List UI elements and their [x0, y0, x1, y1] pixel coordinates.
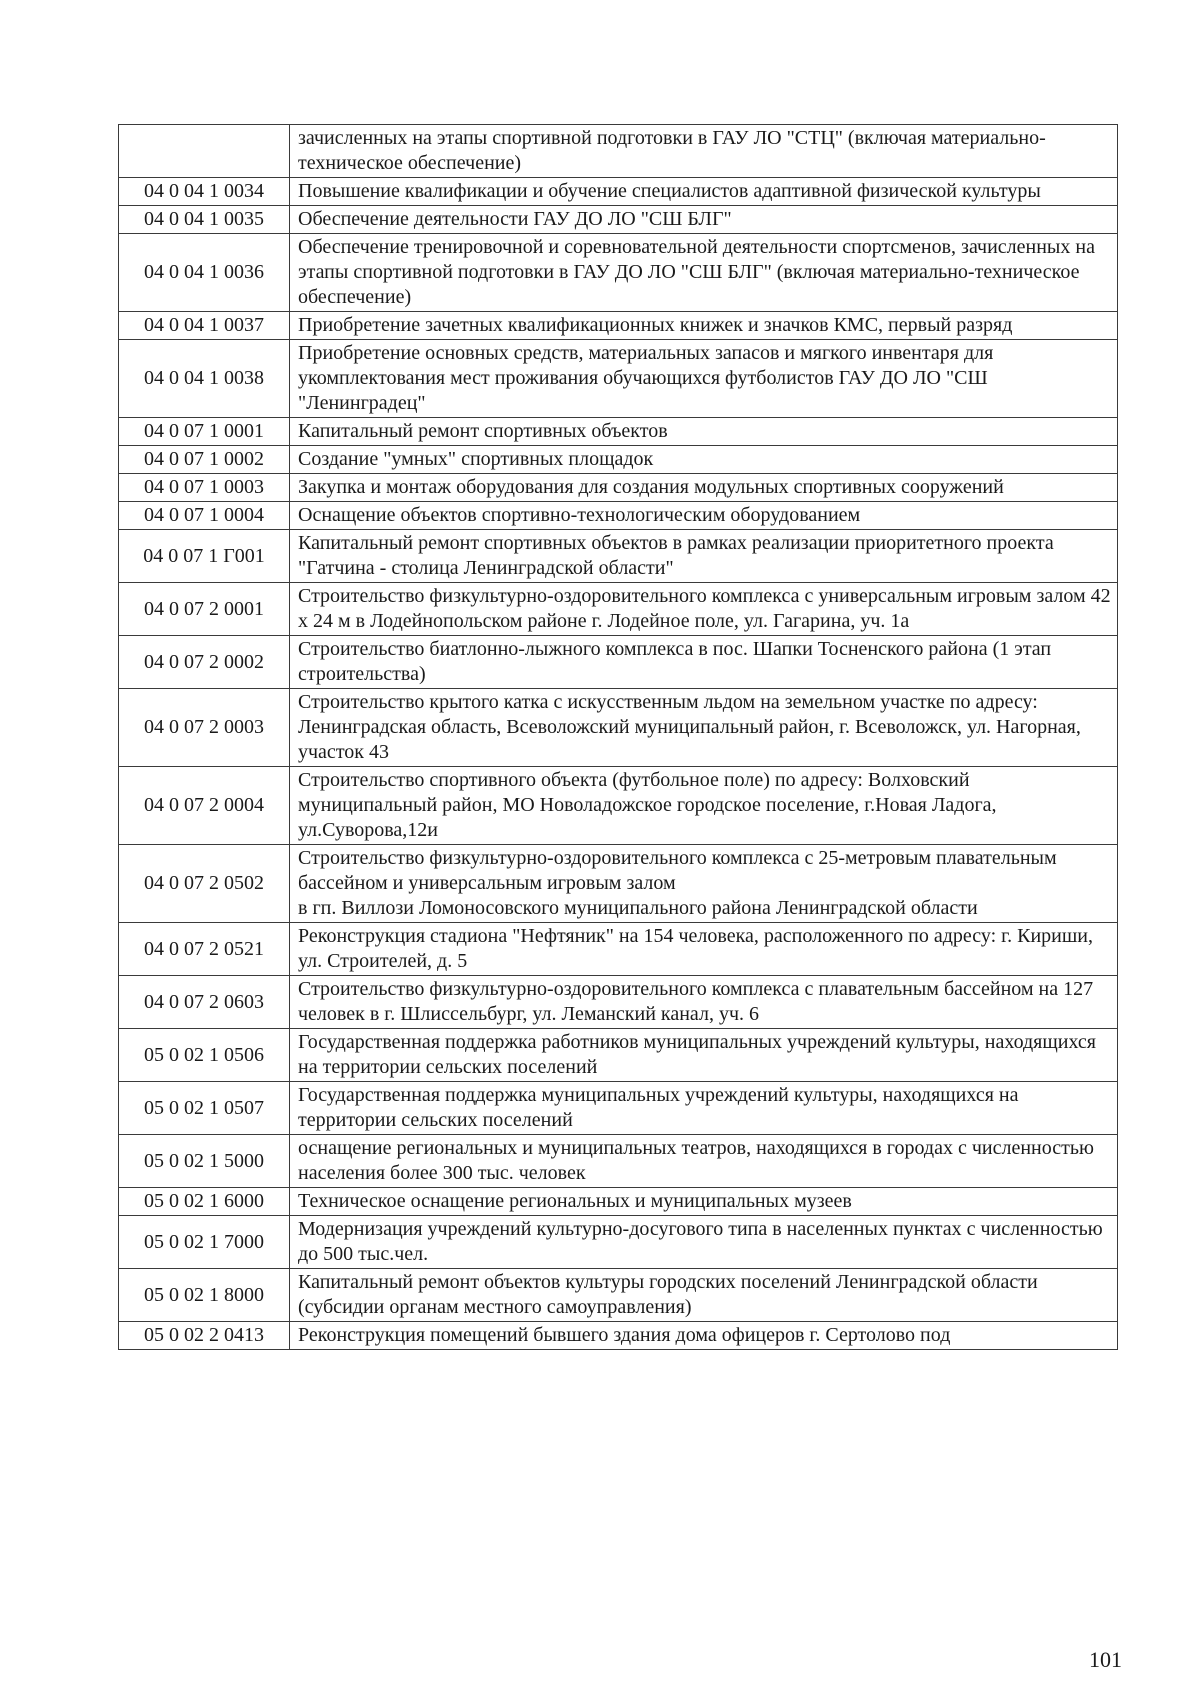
description-text: Строительство физкультурно-оздоровительного комплекса с универсальным игровым залом 42 x 24 м в Лодейнопольском районе г. Лодейное поле, ул. Гагарина, уч. 1а: [298, 585, 1111, 632]
table-row: [119, 636, 1118, 689]
description-text: Реконструкция помещений бывшего здания дома офицеров г. Сертолово под: [298, 1324, 951, 1346]
description-cell: [290, 1029, 1118, 1082]
page-number: 101: [1089, 1647, 1122, 1672]
table-row: [119, 312, 1118, 340]
description-cell: [290, 206, 1118, 234]
table-row: [119, 530, 1118, 583]
table-row: [119, 474, 1118, 502]
code-cell: 04 0 04 1 0034: [119, 178, 290, 206]
table-row: [119, 1269, 1118, 1322]
code-cell: 04 0 07 2 0521: [119, 923, 290, 976]
table-row: [119, 767, 1118, 845]
code-cell: [119, 125, 290, 178]
code-cell: 04 0 07 1 0001: [119, 418, 290, 446]
description-cell: [290, 340, 1118, 418]
description-cell: [290, 1188, 1118, 1216]
description-text: Создание "умных" спортивных площадок: [298, 448, 654, 470]
description-text: Строительство физкультурно-оздоровительного комплекса с 25-метровым плавательным бассейном и универсальным игровым залом в гп. Виллози Ломоносовского муниципального района Ленинградской области: [298, 847, 1057, 919]
table-row: [119, 845, 1118, 923]
description-text: Оснащение объектов спортивно-технологическим оборудованием: [298, 504, 861, 526]
description-cell: [290, 530, 1118, 583]
description-cell: [290, 767, 1118, 845]
code-cell: 04 0 07 2 0603: [119, 976, 290, 1029]
description-text: Строительство физкультурно-оздоровительного комплекса с плавательным бассейном на 127 человек в г. Шлиссельбург, ул. Леманский канал, уч. 6: [298, 978, 1094, 1025]
table-row: [119, 1029, 1118, 1082]
code-cell: 04 0 07 2 0002: [119, 636, 290, 689]
description-cell: [290, 502, 1118, 530]
description-text: Строительство биатлонно-лыжного комплекса в пос. Шапки Тосненского района (1 этап строительства): [298, 638, 1052, 685]
code-cell: 04 0 07 2 0502: [119, 845, 290, 923]
description-cell: [290, 125, 1118, 178]
table-row: [119, 689, 1118, 767]
code-cell: 04 0 04 1 0036: [119, 234, 290, 312]
code-cell: 04 0 07 1 Г001: [119, 530, 290, 583]
description-cell: [290, 1082, 1118, 1135]
description-text: зачисленных на этапы спортивной подготовки в ГАУ ЛО "СТЦ" (включая материально-техническое обеспечение): [298, 127, 1046, 174]
description-cell: [290, 1216, 1118, 1269]
description-text: Закупка и монтаж оборудования для создания модульных спортивных сооружений: [298, 476, 1004, 498]
code-cell: 04 0 07 2 0004: [119, 767, 290, 845]
description-cell: [290, 312, 1118, 340]
table-row: [119, 340, 1118, 418]
description-text: Реконструкция стадиона "Нефтяник" на 154 человека, расположенного по адресу: г. Кириши, ул. Строителей, д. 5: [298, 925, 1093, 972]
code-cell: 04 0 07 1 0004: [119, 502, 290, 530]
table-row: [119, 923, 1118, 976]
description-text: Приобретение зачетных квалификационных книжек и значков КМС, первый разряд: [298, 314, 1013, 336]
description-text: Капитальный ремонт спортивных объектов: [298, 420, 668, 442]
table-row: [119, 1216, 1118, 1269]
description-cell: [290, 446, 1118, 474]
code-cell: 05 0 02 1 7000: [119, 1216, 290, 1269]
table-row: [119, 502, 1118, 530]
description-cell: [290, 234, 1118, 312]
description-text: Государственная поддержка муниципальных учреждений культуры, находящихся на территории сельских поселений: [298, 1084, 1019, 1131]
code-cell: 04 0 07 2 0003: [119, 689, 290, 767]
code-cell: 04 0 07 2 0001: [119, 583, 290, 636]
code-cell: 04 0 04 1 0037: [119, 312, 290, 340]
description-cell: [290, 845, 1118, 923]
table-row: [119, 1082, 1118, 1135]
code-cell: 05 0 02 1 8000: [119, 1269, 290, 1322]
table-row: [119, 446, 1118, 474]
description-text: Обеспечение деятельности ГАУ ДО ЛО "СШ БЛГ": [298, 208, 732, 230]
code-cell: 04 0 04 1 0035: [119, 206, 290, 234]
code-cell: 05 0 02 1 6000: [119, 1188, 290, 1216]
description-text: Капитальный ремонт объектов культуры городских поселений Ленинградской области (субсидии органам местного самоуправления): [298, 1271, 1038, 1318]
description-text: Повышение квалификации и обучение специалистов адаптивной физической культуры: [298, 180, 1041, 202]
table-row: [119, 206, 1118, 234]
table-row: [119, 1135, 1118, 1188]
code-cell: 05 0 02 2 0413: [119, 1322, 290, 1350]
description-cell: [290, 418, 1118, 446]
description-cell: [290, 636, 1118, 689]
description-cell: [290, 923, 1118, 976]
code-cell: 05 0 02 1 0507: [119, 1082, 290, 1135]
description-text: Приобретение основных средств, материальных запасов и мягкого инвентаря для укомплектования мест проживания обучающихся футболистов ГАУ ДО ЛО "СШ "Ленинградец": [298, 342, 994, 414]
description-text: Модернизация учреждений культурно-досугового типа в населенных пунктах с численностью до 500 тыс.чел.: [298, 1218, 1103, 1265]
description-text: Техническое оснащение региональных и муниципальных музеев: [298, 1190, 852, 1212]
description-text: Капитальный ремонт спортивных объектов в рамках реализации приоритетного проекта "Гатчина - столица Ленинградской области": [298, 532, 1054, 579]
description-cell: [290, 583, 1118, 636]
table-row: [119, 125, 1118, 178]
description-cell: [290, 178, 1118, 206]
table-row: [119, 583, 1118, 636]
description-text: Строительство спортивного объекта (футбольное поле) по адресу: Волховский муниципальный район, МО Новоладожское городское поселение, г.Новая Ладога, ул.Суворова,12и: [298, 769, 997, 841]
description-text: Обеспечение тренировочной и соревновательной деятельности спортсменов, зачисленных на этапы спортивной подготовки в ГАУ ДО ЛО "СШ БЛГ" (включая материально-техническое обеспечение): [298, 236, 1095, 308]
table-row: [119, 976, 1118, 1029]
table-row: [119, 1188, 1118, 1216]
description-text: Государственная поддержка работников муниципальных учреждений культуры, находящихся на территории сельских поселений: [298, 1031, 1096, 1078]
table-row: [119, 1322, 1118, 1350]
table-row: [119, 178, 1118, 206]
code-cell: 04 0 04 1 0038: [119, 340, 290, 418]
code-cell: 05 0 02 1 5000: [119, 1135, 290, 1188]
table-body: [119, 125, 1118, 1350]
description-cell: [290, 1269, 1118, 1322]
description-cell: [290, 976, 1118, 1029]
description-cell: [290, 1135, 1118, 1188]
description-cell: [290, 474, 1118, 502]
description-text: оснащение региональных и муниципальных театров, находящихся в городах с численностью населения более 300 тыс. человек: [298, 1137, 1094, 1184]
table-row: [119, 418, 1118, 446]
description-cell: [290, 1322, 1118, 1350]
description-text: Строительство крытого катка с искусственным льдом на земельном участке по адресу: Ленинградская область, Всеволожский муниципальный район, г. Всеволожск, ул. Нагорная, участок 43: [298, 691, 1081, 763]
description-cell: [290, 689, 1118, 767]
code-cell: 05 0 02 1 0506: [119, 1029, 290, 1082]
table-row: [119, 234, 1118, 312]
code-cell: 04 0 07 1 0002: [119, 446, 290, 474]
code-cell: 04 0 07 1 0003: [119, 474, 290, 502]
budget-code-table: [118, 124, 1118, 1350]
